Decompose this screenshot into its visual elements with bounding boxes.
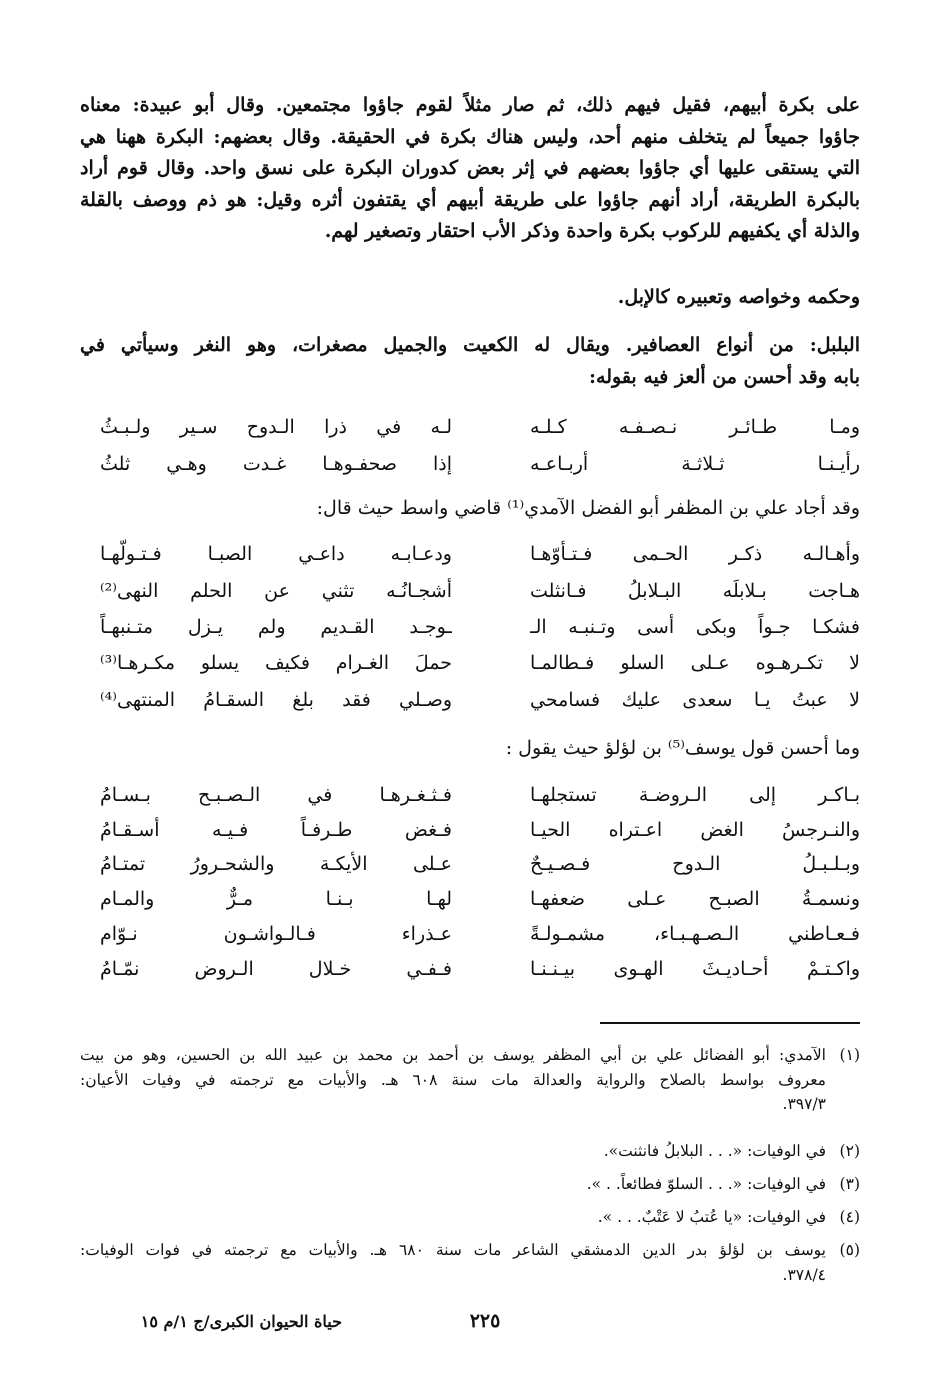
- entry-bulbul: [80, 330, 860, 393]
- verse-first-hemistich: والنـرجسُ الغض اعـتراه الحيـا: [530, 819, 860, 841]
- footnote-line: (٥)يوسف بن لؤلؤ بدر الدين الدمشقي الشاعر مات سنة ٦٨٠ هـ. والأبيات مع ترجمته في فوات الوفيات:: [80, 1238, 860, 1263]
- verse-second-hemistich: أشجـانُـه تثني عن الحلم النهى⁽²⁾: [100, 580, 452, 602]
- verse-second-hemistich: حملَ الغـرام فكيف يسلو مكـرهـا⁽³⁾: [100, 652, 452, 674]
- footnote-line: (٤)في الوفيات: «يا عُتبُ لا عَتْبٌ. . . ».: [80, 1205, 860, 1230]
- intro-yusuf: [80, 733, 860, 765]
- verse-second-hemistich: فـفـي خـلال الـروض نمّـامُ: [100, 958, 452, 980]
- footnote-number: (٥): [839, 1241, 860, 1259]
- verse-first-hemistich: بـاكـر إلى الـروضـة تستجلهـا: [530, 784, 860, 806]
- footnote-3: [80, 1172, 860, 1197]
- footnote-line: (٢)في الوفيات: «. . . البلابلُ فانثنت».: [80, 1139, 860, 1164]
- verse-first-hemistich: فـعـاطني الـصـهـبـاء، مشمـولـةً: [530, 923, 860, 945]
- footnote-number: (٢): [839, 1142, 860, 1160]
- footnote-4: [80, 1205, 860, 1230]
- text-line: بالبكرة الطريقة، أراد أنهم جاؤوا على طريقة أبيهم أي يقتفون أثره وقيل: هو ذم ووصف بالقلة: [80, 188, 860, 211]
- verse-second-hemistich: ودعـابـه داعـي الصبـا فـتـولّهـا: [100, 543, 452, 565]
- verse-second-hemistich: لهـا بـنـا مـرٌّ والمـام: [100, 888, 452, 910]
- text-line: والذلة أي يكفيهم للركوب بكرة واحدة وذكر الأب احتقار وتصغير لهم.: [324, 220, 860, 243]
- paragraph-bakra: [80, 90, 860, 248]
- verse-second-hemistich: وصـلي فقد بلغ السقـامُ المنتهى⁽⁴⁾: [100, 689, 452, 711]
- footnote-number: (١): [839, 1046, 860, 1064]
- verse-first-hemistich: وأهـالـه ذكـر الحـمى فـتـأوّهـا: [530, 543, 860, 565]
- verse-first-hemistich: وبـلـبـلُ الـدوح فـصـيـحٌ: [530, 853, 860, 875]
- footnote-line: (١)الآمدي: أبو الفضائل علي بن أبي المظفر يوسف بن أحمد بن محمد بن عبيد الله بن الحسين، وهو من بيت: [80, 1043, 860, 1068]
- text-line: جاؤوا جميعاً لم يتخلف منهم أحد، وليس هناك بكرة في الحقيقة. وقال بعضهم: البكرة ههنا هي: [80, 125, 860, 148]
- verse-second-hemistich: إذا صحفـوهـا غـدت وهـي ثلثُ: [100, 453, 452, 475]
- footnote-number: (٤): [839, 1208, 860, 1226]
- text-line: التي يستقى عليها أي جاؤوا بعضهم في إثر بعض كدوران البكرة على نسق واحد. وقال قوم أراد: [80, 157, 860, 180]
- verse-first-hemistich: واكـتـمْ أحـاديـثَ الهـوى بيـنـنـا: [530, 958, 860, 980]
- intro-amidi: [80, 493, 860, 525]
- page-number: ٢٢٥: [469, 1310, 501, 1332]
- text-line: وما أحسن قول يوسف⁽⁵⁾ بن لؤلؤ حيث يقول :: [505, 737, 860, 759]
- running-footer-title: حياة الحيوان الكبرى/ج ١/م ١٥: [140, 1312, 342, 1331]
- footnote-line: (٣)في الوفيات: «. . . السلوّ فطائعاً. . ».: [80, 1172, 860, 1197]
- footnote-separator: [600, 1022, 860, 1024]
- verse-second-hemistich: فـثـغـرهـا في الـصـبـح بـسـامُ: [100, 784, 452, 806]
- verse-first-hemistich: فشكـا جـواً وبكى أسى وتـنبـه الـ: [530, 616, 860, 638]
- verse-first-hemistich: رأيـنـا ثـلاثـة أربـاعـه: [530, 453, 860, 475]
- text-line: وقد أجاد علي بن المظفر أبو الفضل الآمدي⁽¹⁾ قاضي واسط حيث قال:: [316, 497, 860, 519]
- verse-second-hemistich: ـوجـد القـديم ولم يـزل متـنبهـاً: [100, 616, 452, 638]
- verse-second-hemistich: عـلى الأيكـة والشحـرورُ تمتـامُ: [100, 853, 452, 875]
- text-line: بابه وقد أحسن من ألعز فيه بقوله:: [589, 365, 860, 388]
- footnote-1: [80, 1043, 860, 1117]
- footnote-line: ٣٧٨/٤.: [782, 1265, 826, 1284]
- text-line: [80, 330, 860, 362]
- footnote-5: [80, 1238, 860, 1287]
- verse-first-hemistich: هـاجت بـلابلَه البـلابلُ فـانثلت: [530, 580, 860, 602]
- footnote-line: ٣٩٧/٣.: [782, 1095, 826, 1114]
- entry-text: من أنواع العصافير. ويقال له الكعيت والجميل مصغرات، وهو النغر وسيأتي في: [80, 334, 810, 356]
- verse-first-hemistich: ومـا طـائـر نـصـفـه كـلـه: [530, 416, 860, 438]
- verse-second-hemistich: لـه في ذرا الـدوح سـير ولـبـثُ: [100, 416, 452, 438]
- paragraph-ruling: [80, 282, 860, 314]
- footnote-number: (٣): [839, 1175, 860, 1193]
- footnote-2: [80, 1139, 860, 1164]
- text-line: وحكمه وخواصه وتعبيره كالإبل.: [617, 286, 860, 308]
- entry-keyword: البلبل:: [809, 334, 860, 356]
- verse-first-hemistich: لا تكـرهـوه عـلى السلو فـطالمـا: [530, 652, 860, 674]
- text-line: على بكرة أبيهم، فقيل فيهم ذلك، ثم صار مثلاً لقوم جاؤوا مجتمعين. وقال أبو عبيدة: معناه: [80, 94, 860, 116]
- verse-first-hemistich: ونسمـةُ الصبـح عـلى ضعفهـا: [530, 888, 860, 910]
- footnote-line: معروف بواسط بالصلاح والرواية والعدالة مات سنة ٦٠٨ هـ. والأبيات مع ترجمته في وفيات الأعيان:: [80, 1070, 826, 1089]
- verse-second-hemistich: فـغض طـرفـاً فـيـه أسـقـامُ: [100, 819, 452, 841]
- verse-first-hemistich: لا عبتُ يـا سعدى عليك فسامحي: [530, 689, 860, 711]
- verse-second-hemistich: عـذراء فـالـواشـون نـوّام: [100, 923, 452, 945]
